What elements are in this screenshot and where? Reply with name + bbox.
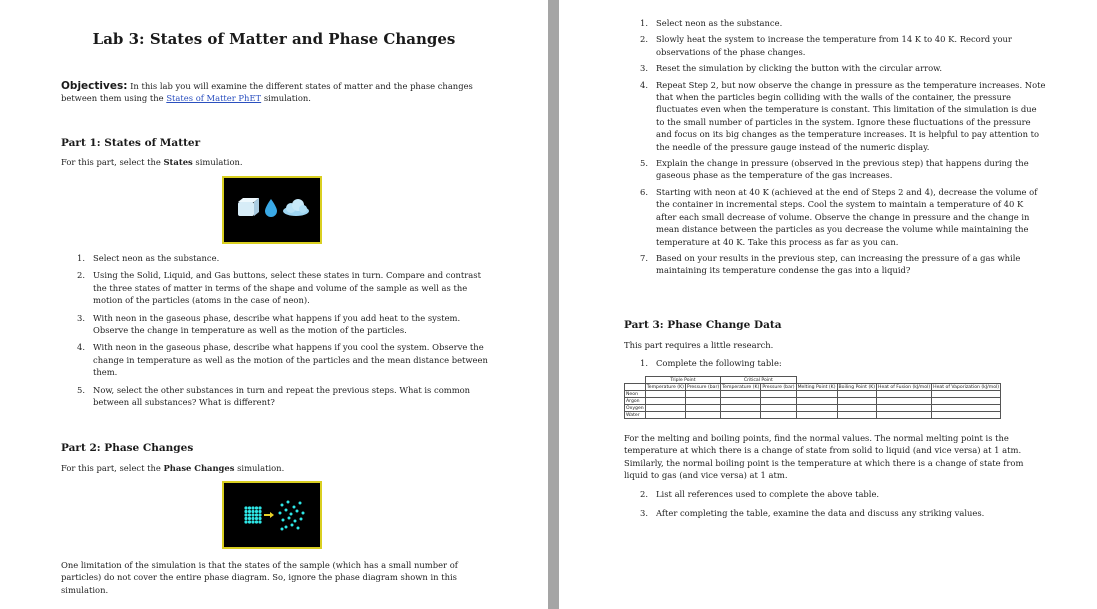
step-number: 4. <box>77 342 85 353</box>
table-input-cell[interactable] <box>721 405 761 412</box>
step-number: 1. <box>640 18 648 28</box>
part1-sub-bold: States <box>163 157 193 167</box>
objectives-label: Objectives: <box>61 80 128 92</box>
table-input-cell[interactable] <box>796 412 837 419</box>
table-header-row <box>625 384 1001 391</box>
step-text: With neon in the gaseous phase, describe what happens if you add heat to the system. Observe the change in temperature as well as the motion of the particles. <box>93 312 461 336</box>
list-item <box>640 252 1046 277</box>
list-item <box>640 507 1036 519</box>
step-number: 2. <box>640 34 648 45</box>
table-input-cell[interactable] <box>877 412 932 419</box>
table-group-header: Triple Point <box>645 377 720 384</box>
step-text: Reset the simulation by clicking the button with the circular arrow. <box>656 63 942 74</box>
table-cell <box>625 384 646 391</box>
table-input-cell[interactable] <box>837 405 877 412</box>
states-simulation-thumbnail[interactable] <box>222 176 322 244</box>
document-title: Lab 3: States of Matter and Phase Changes <box>92 30 456 48</box>
phase-changes-simulation-icon <box>224 483 320 547</box>
step-text: Based on your results in the previous step, can increasing the pressure of a gas while maintaining its temperature condense the gas into a liquid? <box>656 252 1021 276</box>
table-input-cell[interactable] <box>932 398 1001 405</box>
part1-sub-prefix: For this part, select the <box>61 157 164 167</box>
objectives-text-2: simulation. <box>261 93 311 104</box>
table-input-cell[interactable] <box>932 405 1001 412</box>
part2-title: Part 2: Phase Changes <box>61 442 194 454</box>
table-group-header-row <box>625 377 1001 384</box>
table-input-cell[interactable] <box>877 398 932 405</box>
list-item <box>77 252 488 264</box>
table-input-cell[interactable] <box>837 412 877 419</box>
table-input-cell[interactable] <box>877 405 932 412</box>
list-item <box>640 33 1046 58</box>
objectives-text-1: In this lab you will examine the different states of matter and the phase changes between them using the <box>61 81 473 104</box>
right-page <box>559 0 1097 609</box>
table-column-header: Pressure (bar) <box>686 384 720 390</box>
table-column-header: Heat of Vaporization (kJ/mol) <box>933 384 1000 390</box>
table-row <box>625 398 1001 405</box>
list-item <box>640 17 1046 29</box>
step-number: 3. <box>77 312 85 323</box>
part1-steps-list <box>77 252 488 408</box>
step-text: Explain the change in pressure (observed in the previous step) that happens during the gaseous phase as the temperature of the gas increases. <box>656 158 1029 181</box>
part2-sub-bold: Phase Changes <box>163 463 235 473</box>
table-row <box>625 391 1001 398</box>
phase-changes-simulation-thumbnail[interactable] <box>222 481 322 549</box>
list-item <box>640 488 1036 500</box>
objectives-paragraph <box>61 80 491 105</box>
table-input-cell[interactable] <box>645 398 685 405</box>
step-number: 4. <box>640 79 648 90</box>
table-input-cell[interactable] <box>761 398 796 405</box>
step-text: Repeat Step 2, but now observe the change in pressure as the temperature increases. Note that when the particles begin colliding with the walls of the container, the pressure fluctuates even when the temperature is constant. This limitation of the simulation is due to the small number of particles in the system. Ignore these fluctuations of the pressure and focus on its big changes as the temperature increases. It is helpful to pay attention to the needle of the pressure gauge instead of the numeric display. <box>656 79 1046 152</box>
table-input-cell[interactable] <box>721 391 761 398</box>
step-text: After completing the table, examine the data and discuss any striking values. <box>656 508 985 519</box>
table-row <box>625 412 1001 419</box>
table-row <box>625 405 1001 412</box>
part3-steps-list <box>640 488 1036 520</box>
list-item <box>77 269 488 306</box>
table-input-cell[interactable] <box>685 405 720 412</box>
step-number: 3. <box>640 63 648 74</box>
table-input-cell[interactable] <box>932 412 1001 419</box>
table-input-cell[interactable] <box>761 391 796 398</box>
table-row-label: Oxygen <box>626 405 644 411</box>
part3-title: Part 3: Phase Change Data <box>624 319 782 331</box>
part3-step1-list <box>640 357 1036 369</box>
table-input-cell[interactable] <box>837 391 877 398</box>
table-input-cell[interactable] <box>685 412 720 419</box>
step-number: 2. <box>640 489 648 499</box>
phet-link[interactable]: States of Matter PhET <box>166 93 262 104</box>
table-input-cell[interactable] <box>721 412 761 419</box>
step-text: Select neon as the substance. <box>656 18 783 28</box>
part1-sub-suffix: simulation. <box>192 157 243 167</box>
step-number: 2. <box>77 270 85 281</box>
step-text: With neon in the gaseous phase, describe what happens if you cool the system. Observe the change in temperature as well as the motion of the particles and the mean distance between them. <box>93 342 488 378</box>
melting-boiling-note: For the melting and boiling points, find the normal values. The normal melting point is the temperature at which there is a change of state from solid to liquid (and vice versa) at 1 atm. Similarly, the normal boiling point is the temperature at which there is a change of state from liquid to gas (and vice versa) at 1 atm. <box>624 433 1024 481</box>
list-item <box>77 384 488 409</box>
table-column-header: Melting Point (K) <box>797 384 836 390</box>
table-column-header: Temperature (K) <box>722 384 760 390</box>
list-item <box>640 186 1046 248</box>
table-input-cell[interactable] <box>877 391 932 398</box>
list-item <box>640 357 1036 369</box>
table-input-cell[interactable] <box>796 398 837 405</box>
limitation-paragraph: One limitation of the simulation is that the states of the sample (which has a small number of particles) do not cover the entire phase diagram. So, ignore the phase diagram shown in this simulation. <box>61 560 458 595</box>
part2-sub-suffix: simulation. <box>234 463 285 473</box>
step-text: List all references used to complete the above table. <box>656 489 880 499</box>
step-text: Starting with neon at 40 K (achieved at the end of Steps 2 and 4), decrease the volume of the container in incremental steps. Cool the system to maintain a temperature of 40 K after each small decrease of volume. Observe the change in pressure and the change in mean distance between the particles as you decrease the volume while maintaining the temperature at 40 K. Take this process as far as you can. <box>656 186 1038 247</box>
step-number: 3. <box>640 508 648 519</box>
step-text: Now, select the other substances in turn and repeat the previous steps. What is common between all substances? What is different? <box>93 384 471 408</box>
table-input-cell[interactable] <box>645 391 685 398</box>
states-simulation-icon <box>224 178 320 242</box>
table-input-cell[interactable] <box>761 405 796 412</box>
table-input-cell[interactable] <box>796 391 837 398</box>
part1-subtitle <box>61 157 243 167</box>
table-input-cell[interactable] <box>685 391 720 398</box>
table-row-label: Water <box>625 412 646 419</box>
step-text: Using the Solid, Liquid, and Gas buttons, select these states in turn. Compare and contrast the three states of matter in terms of the shape and volume of the sample as well as the motion of the particles (atoms in the case of neon). <box>93 270 481 306</box>
step-number: 7. <box>640 252 648 263</box>
step-text: Slowly heat the system to increase the temperature from 14 K to 40 K. Record your observations of the phase changes. <box>656 34 1012 57</box>
step-number: 1. <box>640 358 648 368</box>
table-column-header: Boiling Point (K) <box>838 384 876 390</box>
step-text: Complete the following table: <box>656 358 782 368</box>
step-number: 5. <box>640 158 648 169</box>
part2-sub-prefix: For this part, select the <box>61 463 164 473</box>
list-item <box>77 312 488 337</box>
list-item <box>640 79 1046 153</box>
step-number: 1. <box>77 253 85 263</box>
table-column-header: Heat of Fusion (kJ/mol) <box>878 384 931 390</box>
table-input-cell[interactable] <box>796 405 837 412</box>
part2-steps-list <box>640 17 1046 277</box>
table-input-cell[interactable] <box>645 405 685 412</box>
table-input-cell[interactable] <box>837 398 877 405</box>
phase-data-table <box>624 376 1001 419</box>
table-row-label: Neon <box>625 391 646 398</box>
table-input-cell[interactable] <box>932 391 1001 398</box>
part1-title: Part 1: States of Matter <box>61 137 201 149</box>
list-item <box>640 62 1046 74</box>
left-page <box>0 0 548 609</box>
step-text: Select neon as the substance. <box>93 253 220 263</box>
list-item <box>640 157 1046 182</box>
table-input-cell[interactable] <box>645 412 685 419</box>
part3-intro: This part requires a little research. <box>624 340 774 350</box>
table-group-header: Critical Point <box>721 377 796 384</box>
table-input-cell[interactable] <box>685 398 720 405</box>
table-row-label: Argon <box>625 398 646 405</box>
table-empty-cell <box>796 377 1001 384</box>
table-column-header: Pressure (bar) <box>762 384 795 390</box>
table-corner-cell <box>625 377 646 384</box>
step-number: 5. <box>77 384 85 395</box>
step-number: 6. <box>640 186 648 197</box>
list-item <box>77 341 488 378</box>
part2-subtitle <box>61 463 284 473</box>
table-input-cell[interactable] <box>761 412 796 419</box>
table-input-cell[interactable] <box>721 398 761 405</box>
table-column-header: Temperature (K) <box>646 384 684 390</box>
